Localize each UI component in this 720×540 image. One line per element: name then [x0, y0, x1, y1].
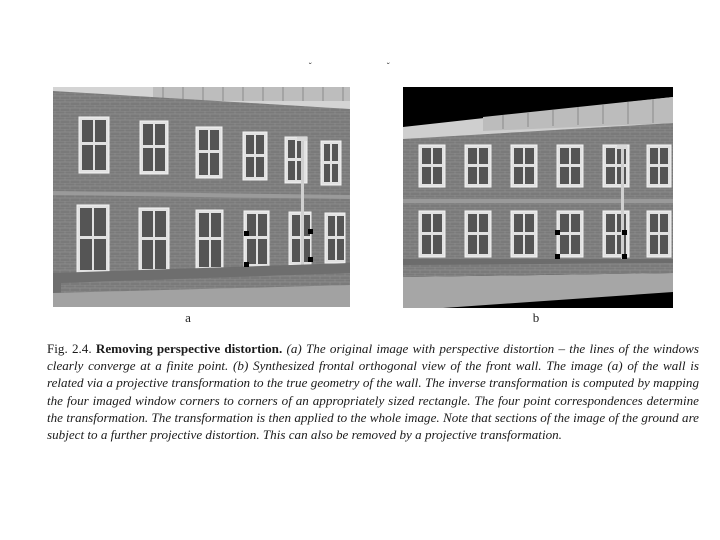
caption-body: (a) The original image with perspective distortion – the lines of the windows clearly converge at a finite point. (b) Synthesized frontal orthogonal view of the front wall. The image (a) of the wall is related via a projective transformation to the true geometry of the wall. The inverse transformation is computed by mapping the four imaged window corners to corners of an appropriately sized rectangle. The four point correspondences determine the transformation. The transformation is then applied to the whole image. Note that sections of the image of the ground are subject to a further projective distortion. This can also be removed by a projective transformation. — [47, 341, 699, 443]
panel-b-label: b — [532, 310, 540, 325]
figure-caption — [47, 340, 699, 443]
clipped-text-fragment: ˇ — [386, 62, 390, 73]
panel-a-label: a — [185, 310, 191, 325]
figure-panel-b-photo — [403, 87, 673, 308]
figure-panel-a-photo — [53, 87, 350, 307]
clipped-text-fragment: ˇ — [308, 62, 312, 73]
caption-figure-number: Fig. 2.4. — [47, 341, 92, 356]
caption-heading: Removing perspective distortion. — [95, 341, 283, 356]
